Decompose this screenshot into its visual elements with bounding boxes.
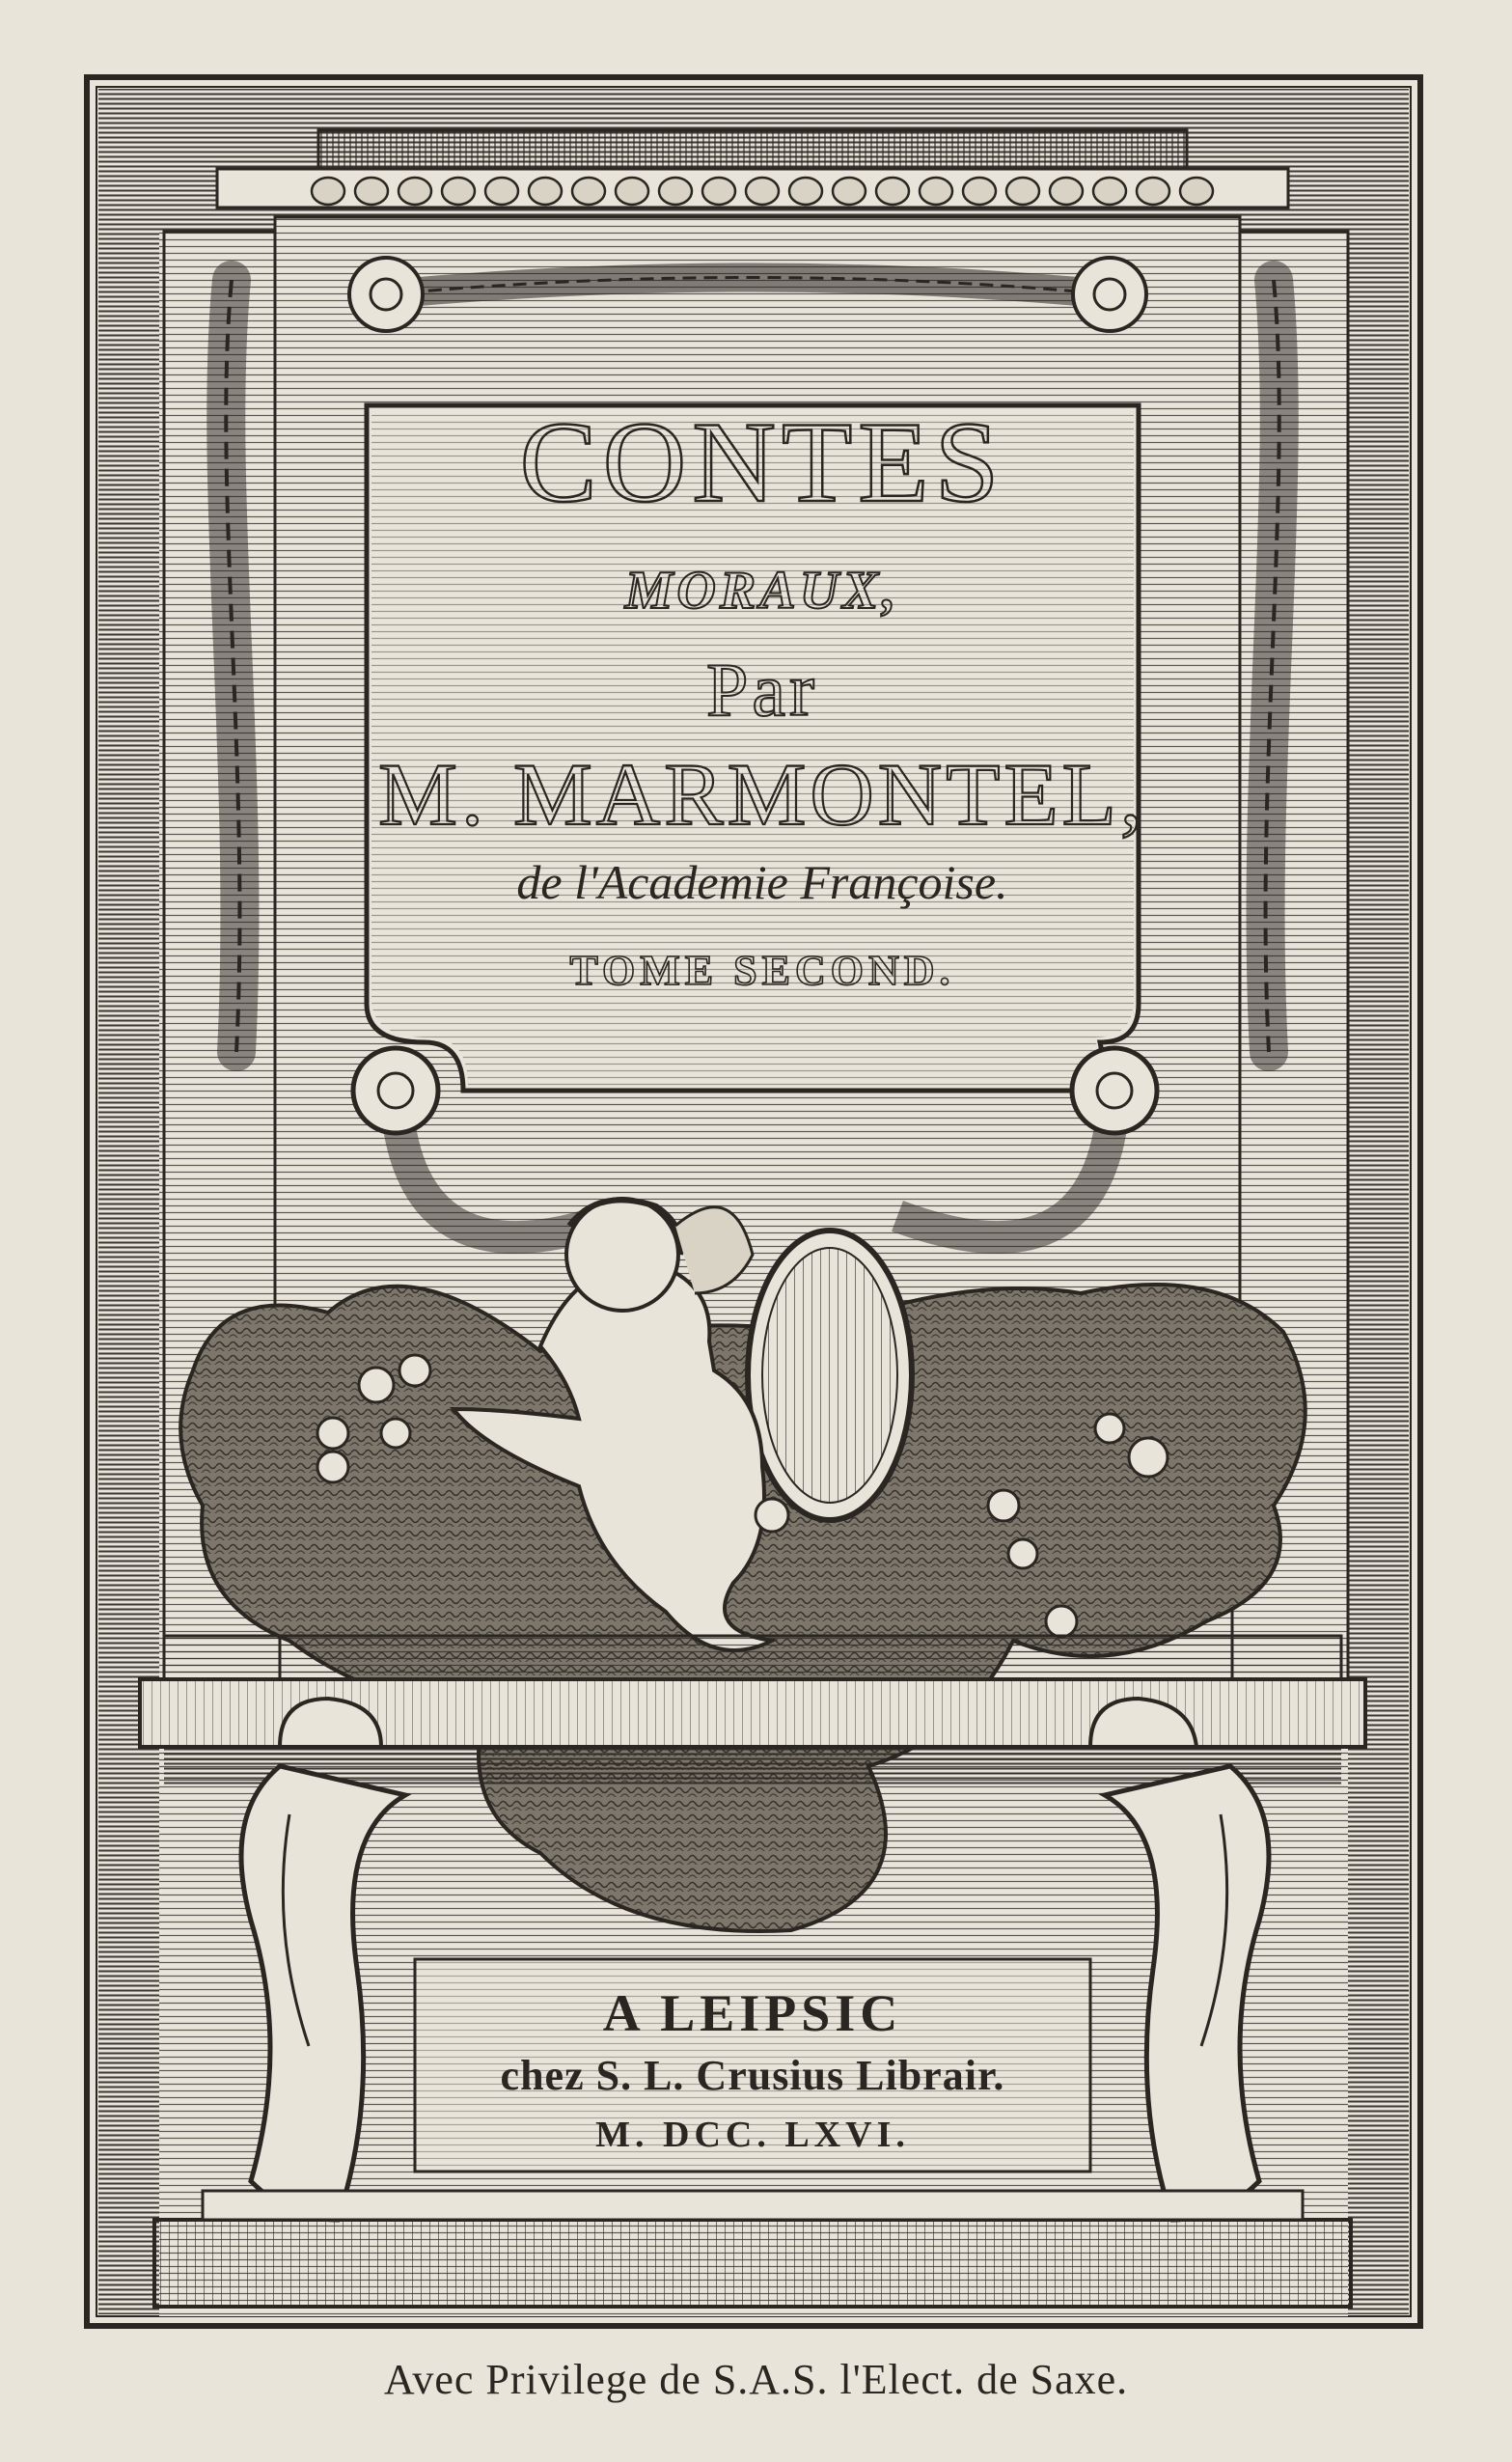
imprint-city: A LEIPSIC <box>602 1984 903 2042</box>
book-subtitle: MORAUX, <box>624 561 900 621</box>
by-line: Par <box>706 648 818 732</box>
volume-label: TOME SECOND. <box>569 947 955 994</box>
imprint-publisher: chez S. L. Crusius Librair. <box>500 2052 1005 2099</box>
rosette-left <box>349 258 423 331</box>
cornice <box>318 130 1187 169</box>
plinth <box>154 2220 1351 2307</box>
imprint-year: M. DCC. LXVI. <box>595 2115 910 2155</box>
book-title: CONTES <box>519 398 1005 526</box>
author-affiliation: de l'Academie Françoise. <box>516 855 1008 909</box>
author-name: M. MARMONTEL, <box>378 745 1146 844</box>
bead-molding <box>312 178 1213 205</box>
rosette-right <box>1073 258 1146 331</box>
privilege-line: Avec Privilege de S.A.S. l'Elect. de Saxe. <box>383 2356 1129 2403</box>
